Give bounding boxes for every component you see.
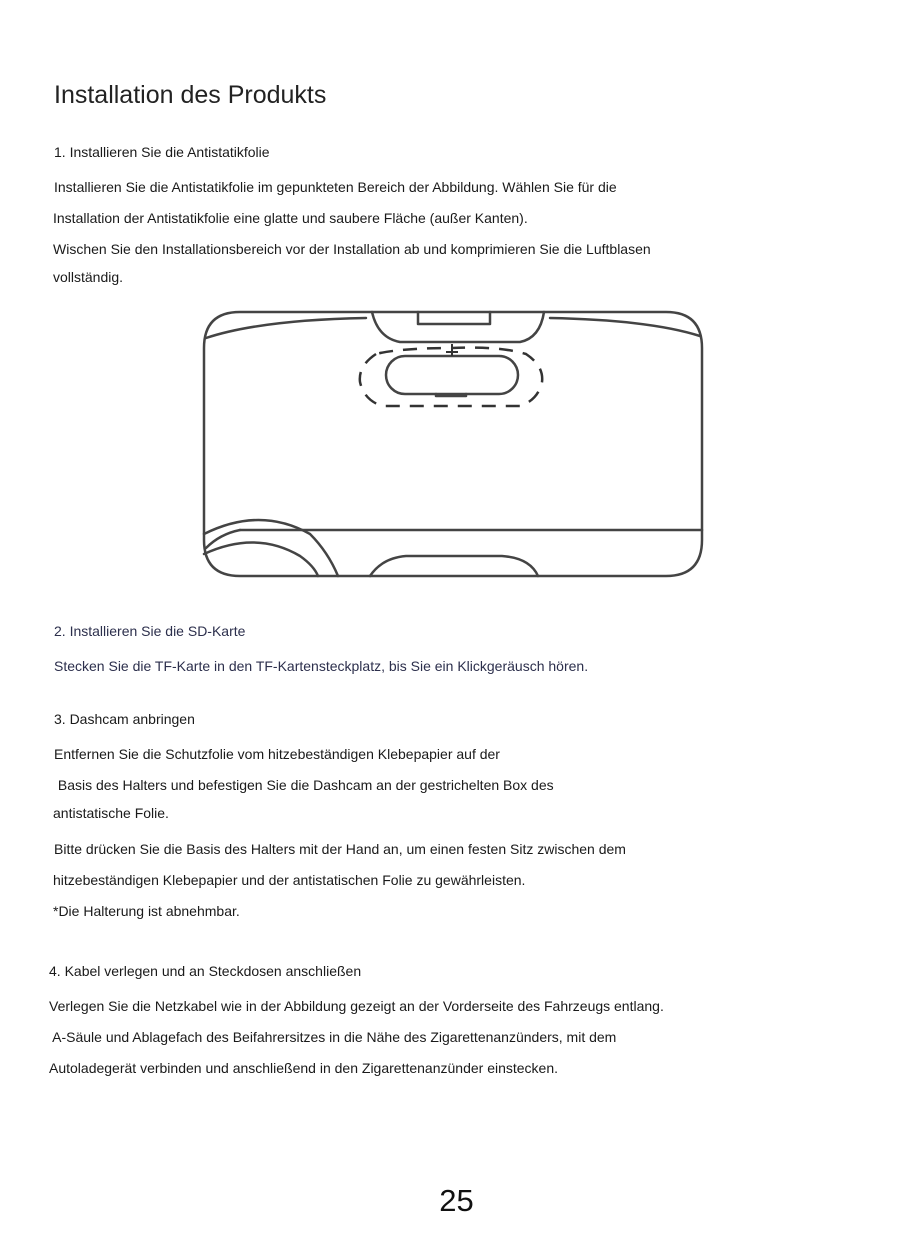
- section-1-heading: 1. Installieren Sie die Antistatikfolie: [54, 144, 270, 160]
- section-1-line-2: Installation der Antistatikfolie eine glatte und saubere Fläche (außer Kanten).: [53, 210, 528, 226]
- section-1-line-1: Installieren Sie die Antistatikfolie im gepunkteten Bereich der Abbildung. Wählen Sie für die: [54, 179, 617, 195]
- page-number: 25: [439, 1183, 474, 1218]
- section-3-line-3: antistatische Folie.: [53, 805, 169, 821]
- section-3-heading: 3. Dashcam anbringen: [54, 711, 195, 727]
- page-title: Installation des Produkts: [54, 81, 327, 109]
- section-4-line-2: A-Säule und Ablagefach des Beifahrersitzes in die Nähe des Zigarettenanzünders, mit dem: [49, 1029, 617, 1045]
- section-3-line-2: Basis des Halters und befestigen Sie die Dashcam an der gestrichelten Box des: [54, 777, 554, 793]
- section-3-line-1: Entfernen Sie die Schutzfolie vom hitzebeständigen Klebepapier auf der: [54, 746, 500, 762]
- section-2-line-1: Stecken Sie die TF-Karte in den TF-Kartensteckplatz, bis Sie ein Klickgeräusch hören.: [54, 658, 589, 674]
- section-3-line-6: *Die Halterung ist abnehmbar.: [53, 903, 240, 919]
- mount-slot: [386, 356, 518, 394]
- section-3-line-4: Bitte drücken Sie die Basis des Halters mit der Hand an, um einen festen Sitz zwischen dem: [54, 841, 626, 857]
- section-2-heading: 2. Installieren Sie die SD-Karte: [54, 623, 246, 639]
- mount-bracket: [372, 312, 544, 342]
- section-3-line-5: hitzebeständigen Klebepapier und der antistatischen Folie zu gewährleisten.: [53, 872, 526, 888]
- section-4-heading: 4. Kabel verlegen und an Steckdosen anschließen: [49, 963, 362, 979]
- section-4-line-1: Verlegen Sie die Netzkabel wie in der Abbildung gezeigt an der Vorderseite des Fahrzeugs entlang.: [49, 998, 664, 1014]
- section-1-line-3: Wischen Sie den Installationsbereich vor der Installation ab und komprimieren Sie die Luftblasen: [53, 241, 651, 257]
- section-4-line-3: Autoladegerät verbinden und anschließend in den Zigarettenanzünder einstecken.: [49, 1060, 559, 1076]
- lens-arc: [204, 520, 338, 576]
- section-1-line-4: vollständig.: [53, 269, 124, 285]
- dashcam-illustration: [200, 308, 706, 582]
